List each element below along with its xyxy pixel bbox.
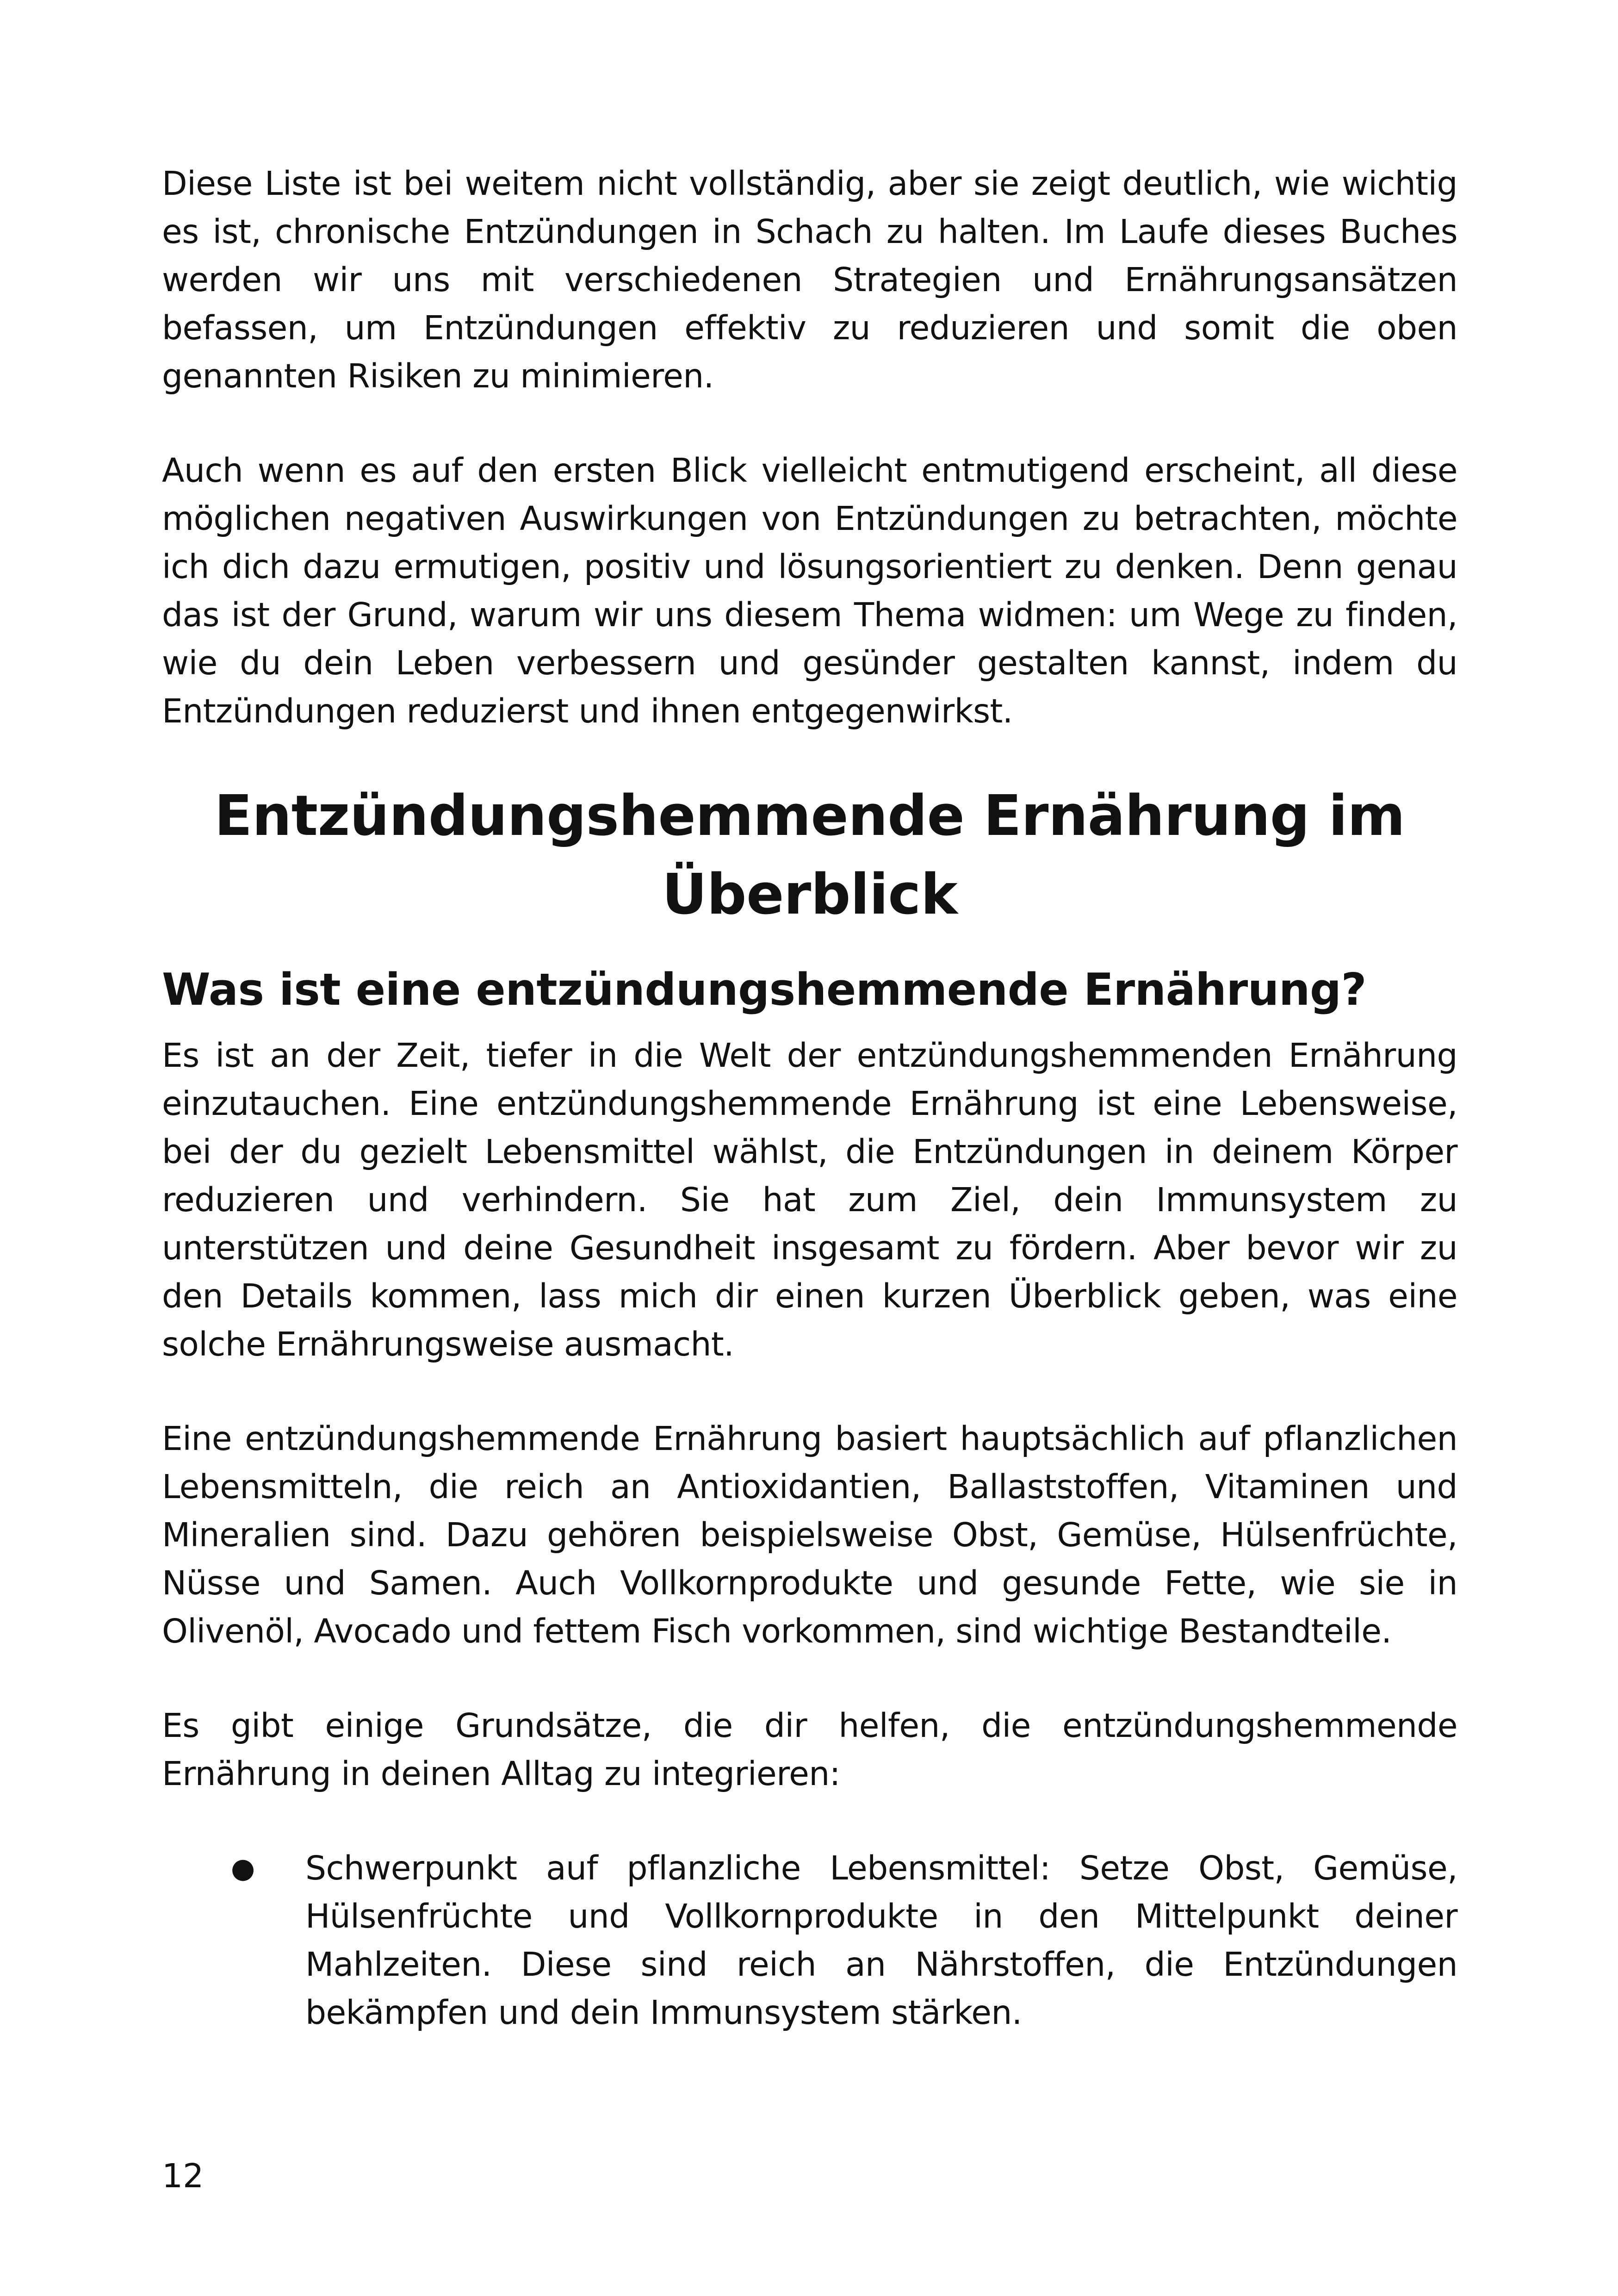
bullet-icon: ● xyxy=(230,1852,255,1885)
bullet-list xyxy=(162,1844,1457,2037)
subsection-title: Was ist eine entzündungshemmende Ernährung? xyxy=(162,964,1367,1015)
page-content xyxy=(162,160,1457,2037)
list-item xyxy=(162,1844,1457,2037)
body-paragraph: Diese Liste ist bei weitem nicht vollständig, aber sie zeigt deutlich, wie wichtig es ist, chronische Entzündungen in Schach zu halten. Im Laufe dieses Buches werden wir uns mit verschiedenen Strategien und Ernährungsansätzen befassen, um Entzündungen effektiv zu reduzieren und somit die oben genannten Risiken zu minimieren. xyxy=(162,164,1457,395)
body-paragraph: Es ist an der Zeit, tiefer in die Welt der entzündungshemmenden Ernährung einzutauchen. Eine entzündungshemmende Ernährung ist eine Lebensweise, bei der du gezielt Lebensmittel wählst, die Entzündungen in deinem Körper reduzieren und verhindern. Sie hat zum Ziel, dein Immunsystem zu unterstützen und deine Gesundheit insgesamt zu fördern. Aber bevor wir zu den Details kommen, lass mich dir einen kurzen Überblick geben, was eine solche Ernährungsweise ausmacht. xyxy=(162,1036,1457,1363)
page-number: 12 xyxy=(162,2157,204,2195)
section-title: Entzündungshemmende Ernährung im Überblick xyxy=(214,784,1405,927)
body-paragraph: Auch wenn es auf den ersten Blick vielleicht entmutigend erscheint, all diese möglichen negativen Auswirkungen von Entzündungen zu betrachten, möchte ich dich dazu ermutigen, positiv und lösungsorientiert zu denken. Denn genau das ist der Grund, warum wir uns diesem Thema widmen: um Wege zu finden, wie du dein Leben verbessern und gesünder gestalten kannst, indem du Entzündungen reduzierst und ihnen entgegenwirkst. xyxy=(162,451,1457,730)
body-paragraph: Eine entzündungshemmende Ernährung basiert hauptsächlich auf pflanzlichen Lebensmitteln, die reich an Antioxidantien, Ballaststoffen, Vitaminen und Mineralien sind. Dazu gehören beispielsweise Obst, Gemüse, Hülsenfrüchte, Nüsse und Samen. Auch Vollkornprodukte und gesunde Fette, wie sie in Olivenöl, Avocado und fettem Fisch vorkommen, sind wichtige Bestandteile. xyxy=(162,1419,1457,1650)
list-item-text: Schwerpunkt auf pflanzliche Lebensmittel: Setze Obst, Gemüse, Hülsenfrüchte und Vollkornprodukte in den Mittelpunkt deiner Mahlzeiten. Diese sind reich an Nährstoffen, die Entzündungen bekämpfen und dein Immunsystem stärken. xyxy=(305,1849,1457,2032)
body-paragraph: Es gibt einige Grundsätze, die dir helfen, die entzündungshemmende Ernährung in deinen Alltag zu integrieren: xyxy=(162,1706,1457,1793)
